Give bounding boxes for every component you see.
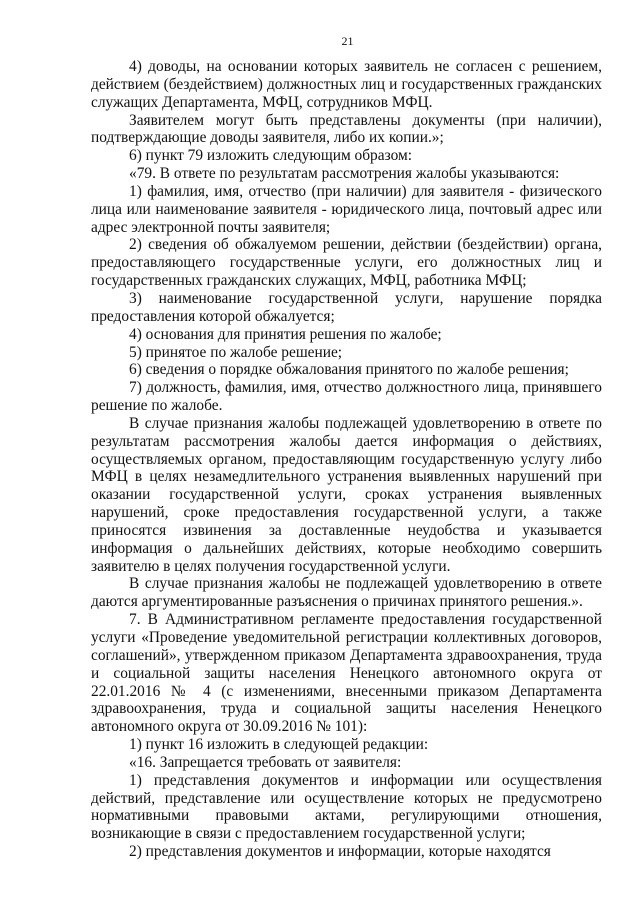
paragraph-point-79-heading: «79. В ответе по результатам рассмотрения жалобы указываются: [129, 165, 560, 183]
paragraph-complaint-rejected: В случае признания жалобы не подлежащей удовлетворению в ответе даются аргументированные разъяснения о причинах принятого решения.». [91, 575, 602, 611]
paragraph-item-3: 3) наименование государственной услуги, нарушение порядка предоставления которой обжалуется; [91, 289, 602, 325]
paragraph-prohibition-2: 2) представления документов и информации, которые находятся [129, 843, 551, 861]
paragraph-item-1: 1) фамилия, имя, отчество (при наличии) для заявителя - физического лица или наименование заявителя - юридического лица, почтовый адрес или адрес электронной почты заявителя; [91, 182, 602, 236]
paragraph-item-7: 7) должность, фамилия, имя, отчество должностного лица, принявшего решение по жалобе. [91, 379, 602, 415]
paragraph-item-2: 2) сведения об обжалуемом решении, действии (бездействии) органа, предоставляющего государственные услуги, его должностных лиц и государственных гражданских служащих, МФЦ, работника МФЦ; [91, 236, 602, 290]
paragraph-item-5: 5) принятое по жалобе решение; [129, 343, 343, 361]
paragraph-item-4: 4) основания для принятия решения по жалобе; [129, 325, 442, 343]
paragraph-section-7: 7. В Административном регламенте предоставления государственной услуги «Проведение уведомительной регистрации коллективных договоров, соглашений», утвержденном приказом Департамента здравоохранения, труда и социальной защиты населения Ненецкого автономного округа от 22.01.2016 № 4 (с изменениями, внесенными приказом Департамента здравоохранения, труда и социальной защиты населения Ненецкого автономного округа от 30.09.2016 № 101): [91, 611, 602, 736]
paragraph-prohibition-1: 1) представления документов и информации или осуществления действий, представление или осуществление которых не предусмотрено нормативными правовыми актами, регулирующими отношения, возникающие в связи с предоставлением государственной услуги; [91, 771, 602, 843]
paragraph-complaint-satisfied: В случае признания жалобы подлежащей удовлетворению в ответе по результатам рассмотрения жалобы дается информация о действиях, осуществляемых органом, предоставляющим государственную услугу либо МФЦ в целях незамедлительного устранения выявленных нарушений при оказании государственной услуги, сроках устранения выявленных нарушений, сроке предоставления государственной услуги, а также приносятся извинения за доставленные неудобства и указывается информация о дальнейших действиях, которые необходимо совершить заявителю в целях получения государственной услуги. [91, 414, 602, 575]
paragraph-arguments-item: 4) доводы, на основании которых заявитель не согласен с решением, действием (бездействием) должностных лиц и государственных гражданских служащих Департамента, МФЦ, сотрудников МФЦ. [91, 58, 602, 111]
paragraph-item-6: 6) сведения о порядке обжалования принятого по жалобе решения; [129, 361, 569, 379]
paragraph-point-16-instruction: 1) пункт 16 изложить в следующей редакции: [129, 736, 429, 754]
body-text [91, 58, 602, 861]
paragraph-supporting-documents: Заявителем могут быть представлены документы (при наличии), подтверждающие доводы заявителя, либо их копии.»; [91, 111, 602, 147]
paragraph-point-16-heading: «16. Запрещается требовать от заявителя: [129, 753, 402, 771]
page-number: 21 [341, 34, 354, 48]
paragraph-point-79-instruction: 6) пункт 79 изложить следующим образом: [129, 147, 412, 165]
